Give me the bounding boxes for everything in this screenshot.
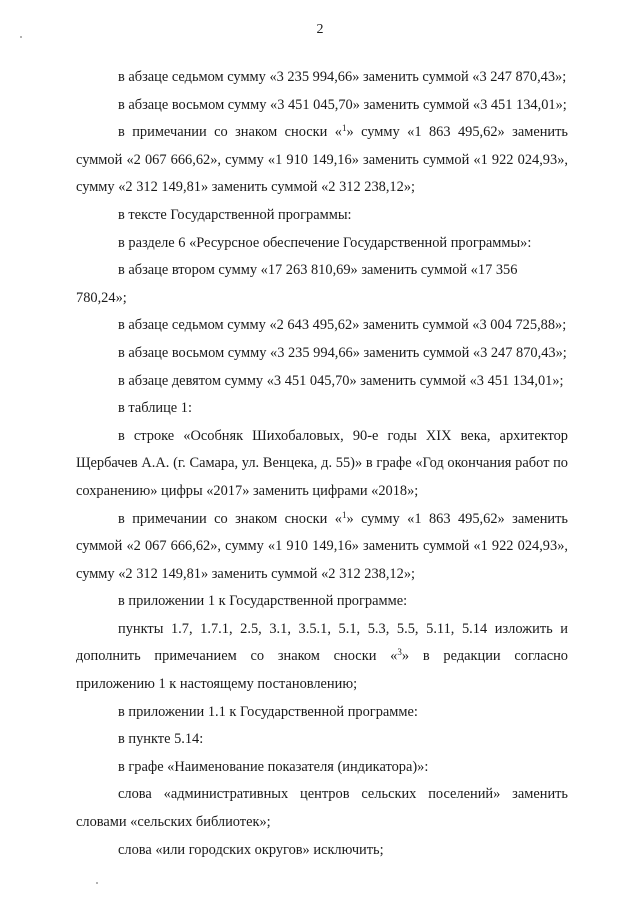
paragraph — [76, 506, 568, 589]
paragraph: в графе «Наименование показателя (индикатора)»: — [118, 758, 429, 775]
paragraph-text: » в редакции согласно приложению 1 к настоящему постановлению; — [76, 648, 569, 693]
paragraph: слова «административных центров сельских поселений» заменить словами «сельских библиотек»; — [76, 786, 568, 831]
scan-speck — [20, 36, 22, 38]
paragraph: в тексте Государственной программы: — [118, 206, 352, 223]
paragraph: в приложении 1 к Государственной программе: — [118, 593, 408, 610]
paragraph: в абзаце восьмом сумму «3 235 994,66» заменить суммой «3 247 870,43»; — [118, 344, 567, 361]
scan-speck — [96, 882, 98, 884]
paragraph: в приложении 1.1 к Государственной программе: — [118, 703, 418, 720]
footnote-mark: 3 — [397, 647, 402, 658]
paragraph: в абзаце девятом сумму «3 451 045,70» заменить суммой «3 451 134,01»; — [118, 372, 564, 389]
paragraph: в абзаце седьмом сумму «3 235 994,66» заменить суммой «3 247 870,43»; — [118, 69, 567, 85]
paragraph: в разделе 6 «Ресурсное обеспечение Государственной программы»: — [118, 234, 532, 251]
footnote-mark: 1 — [341, 123, 347, 134]
paragraph: слова «или городских округов» исключить; — [118, 841, 384, 858]
paragraph-text: в примечании со знаком сноски « — [118, 124, 342, 141]
paragraph — [76, 119, 568, 202]
paragraph: в пункте 5.14: — [118, 731, 204, 748]
page-number: 2 — [316, 22, 324, 37]
paragraph: в абзаце восьмом сумму «3 451 045,70» заменить суммой «3 451 134,01»; — [118, 96, 567, 113]
paragraph-text: » сумму «1 863 495,62» заменить суммой «2 067 666,62», сумму «1 910 149,16» заменить суммой «1 922 024,93», сумму «2 312 149,81» заменить суммой «2 312 238,12»; — [76, 510, 568, 582]
document-body — [76, 64, 568, 864]
paragraph: в абзаце седьмом сумму «2 643 495,62» заменить суммой «3 004 725,88»; — [118, 317, 567, 334]
footnote-mark: 1 — [341, 509, 347, 520]
paragraph-text: » сумму «1 863 495,62» заменить суммой «2 067 666,62», сумму «1 910 149,16» заменить суммой «1 922 024,93», сумму «2 312 149,81» заменить суммой «2 312 238,12»; — [76, 124, 568, 196]
paragraph: в таблице 1: — [118, 400, 192, 417]
paragraph: в абзаце втором сумму «17 263 810,69» заменить суммой «17 356 780,24»; — [76, 262, 518, 306]
paragraph — [76, 616, 568, 699]
paragraph: в строке «Особняк Шихобаловых, 90-е годы XIX века, архитектор Щербачев А.А. (г. Самара, ул. Венцека, д. 55)» в графе «Год окончания работ по сохранению» цифры «2017» заменить цифрами «2018»; — [76, 427, 568, 499]
paragraph-text: в примечании со знаком сноски « — [118, 510, 342, 527]
paragraph-text: пункты 1.7, 1.7.1, 2.5, 3.1, 3.5.1, 5.1, 5.3, 5.5, 5.11, 5.14 изложить и дополнить примечанием со знаком сноски « — [76, 620, 568, 665]
